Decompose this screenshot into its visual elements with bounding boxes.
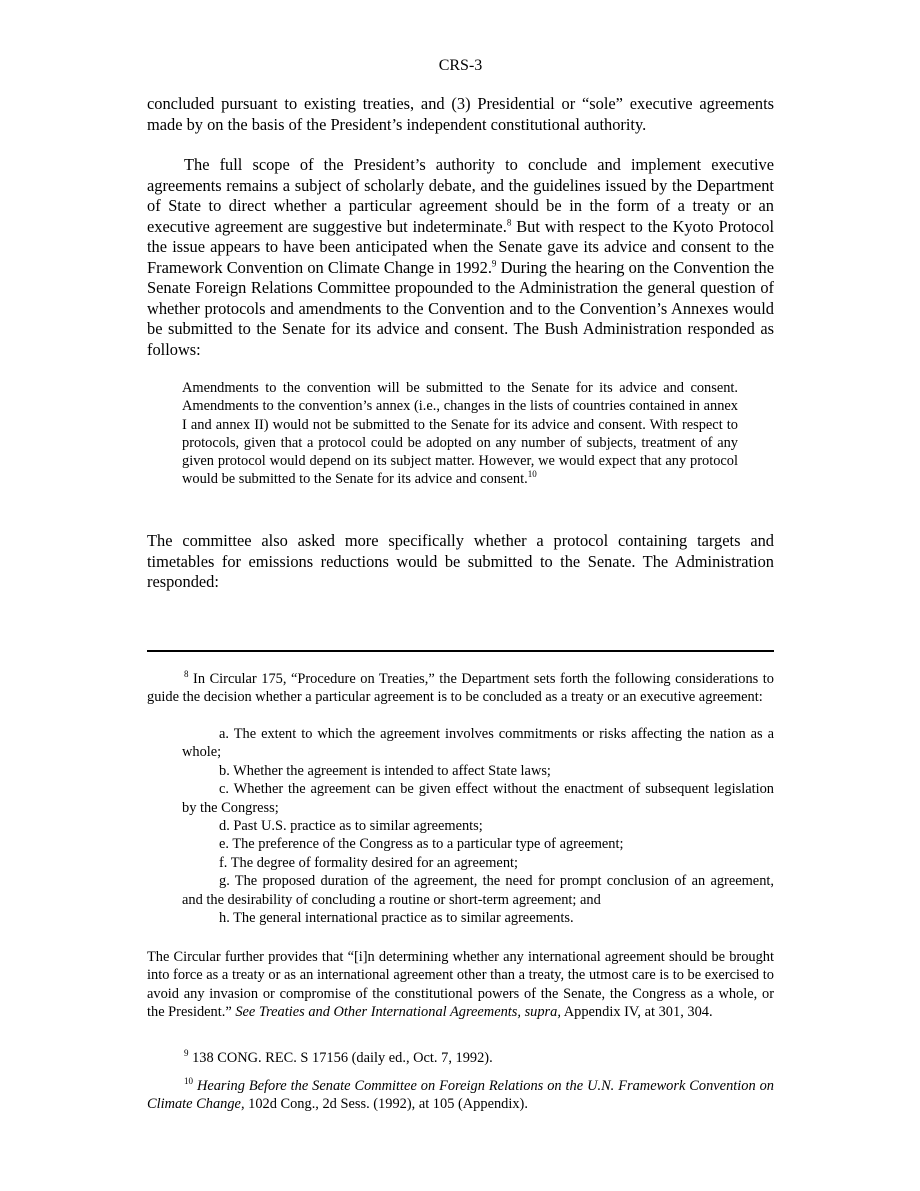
list-item: b. Whether the agreement is intended to affect State laws;: [219, 762, 551, 779]
list-item: a. The extent to which the agreement involves commitments or risks affecting the nation as a whole;: [182, 726, 774, 761]
paragraph-scope: [147, 155, 774, 360]
quote-text: Amendments to the convention will be submitted to the Senate for its advice and consent. Amendments to the convention’s annex (i.e., changes in the lists of countries contained in annex I and annex II) would not be submitted to the Senate for its advice and consent. With respect to protocols, given that a protocol could be adopted on any number of subjects, treatment of any given protocol would depend on its subject matter. However, we would expect that any protocol would be submitted to the Senate for its advice and consent.: [182, 380, 738, 488]
block-quote: [182, 379, 738, 489]
list-item: e. The preference of the Congress as to a particular type of agreement;: [219, 836, 624, 853]
footnote-8-intro: [147, 670, 774, 707]
list-item: f. The degree of formality desired for an agreement;: [219, 854, 519, 871]
footnote-10: [147, 1077, 774, 1114]
list-item: g. The proposed duration of the agreement, the need for prompt conclusion of an agreement, and the desirability of concluding a routine or short-term agreement; and: [182, 873, 774, 908]
list-item: d. Past U.S. practice as to similar agreements;: [219, 818, 483, 835]
footnote-9: [147, 1049, 774, 1067]
footnote-number-9: 9: [184, 1048, 189, 1059]
paragraph-text: But with respect to the Kyoto Protocol the issue appears to have been anticipated when the Senate gave its advice and consent to the Framework Convention on Climate Change in 1992.: [147, 216, 774, 277]
footnote-text: 138 CONG. REC. S 17156 (daily ed., Oct. 7, 1992).: [188, 1050, 493, 1066]
footnote-separator: [147, 650, 774, 652]
citation-italic: See Treaties and Other International Agreements, supra,: [235, 1004, 561, 1021]
footnote-text: , 102d Cong., 2d Sess. (1992), at 105 (Appendix).: [240, 1096, 528, 1113]
footnote-number-8: 8: [184, 669, 189, 680]
footnote-number-10: 10: [184, 1076, 193, 1087]
footnote-ref-9[interactable]: 9: [491, 258, 497, 269]
paragraph-text: During the hearing on the Convention the Senate Foreign Relations Committee propounded to the Administration the general question of whether protocols and amendments to the Convention and to the Convention’s Annexes would be submitted to the Senate for its advice and consent. The Bush Administration responded as follows:: [147, 257, 774, 359]
footnote-ref-8[interactable]: 8: [506, 217, 512, 228]
paragraph-continued: concluded pursuant to existing treaties, and (3) Presidential or “sole” executive agreements made by on the basis of the President’s independent constitutional authority.: [147, 94, 774, 134]
footnote-text: Appendix IV, at 301, 304.: [560, 1004, 713, 1021]
footnote-8-list: [182, 725, 774, 927]
list-item: c. Whether the agreement can be given effect without the enactment of subsequent legislation by the Congress;: [182, 781, 774, 816]
footnote-ref-10[interactable]: 10: [527, 469, 537, 480]
footnote-text: In Circular 175, “Procedure on Treaties,” the Department sets forth the following considerations to guide the decision whether a particular agreement is to be concluded as a treaty or an executive agreement:: [147, 671, 774, 706]
footnote-text: The Circular further provides that “[i]n determining whether any international agreement should be brought into force as a treaty or as an international agreement other than a treaty, the utmost care is to be exercised to avoid any invasion or compromise of the constitutional powers of the Senate, the Congress as a whole, or the President.”: [147, 949, 774, 1021]
footnote-8-circular: [147, 948, 774, 1022]
paragraph-text: The full scope of the President’s authority to conclude and implement executive agreements remains a subject of scholarly debate, and the guidelines issued by the Department of State to direct whether a particular agreement should be in the form of a treaty or an executive agreement are suggestive but indeterminate.: [147, 155, 774, 236]
list-item: h. The general international practice as to similar agreements.: [219, 910, 574, 927]
citation-italic: Hearing Before the Senate Committee on Foreign Relations on the U.N. Framework Convention on Climate Change: [147, 1078, 774, 1113]
page-header: CRS-3: [438, 57, 483, 74]
paragraph-committee: The committee also asked more specifically whether a protocol containing targets and timetables for emissions reductions would be submitted to the Senate. The Administration responded:: [147, 531, 774, 591]
